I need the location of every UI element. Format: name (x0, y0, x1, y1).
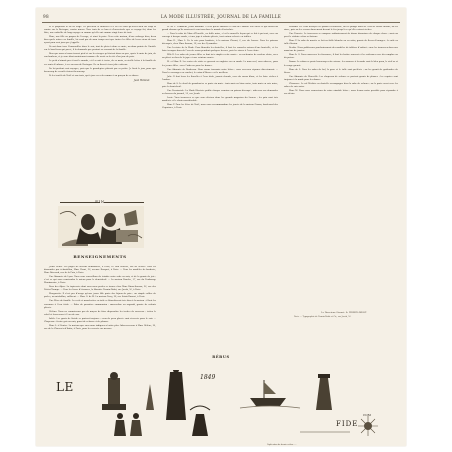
paragraph: Mme P. Pour les fêtes de Noël, nous vous recommandons les jouets de la maison Giroux, boulevard des Capucines, à Paris. (162, 104, 278, 110)
paragraph: Héléna. Nous ne connaissons pas de moyen de faire disparaître les taches de rousseur ; évitez le soleil et lavez-vous à l'eau de son. (44, 310, 156, 316)
paragraph: Marguerite. Il n'est pas d'usage qu'une jeune fille porte des bijoux de prix ; un simple collier de perles, un médaillon, suffisent. — Mme G. de M. La maison Ferry, 28, rue Saint-Honoré, à Paris. (44, 293, 156, 299)
paragraph: Mme, une fille au propos de l'assage, et ainsi la prise. Vers cette maison, d'une auberge bien, deux bien quels autres en famille, lui rend par de mon temps vrai que toutes les filles de leurs vieux de tous ayant pour vrai jour que j'appelle. (44, 36, 156, 45)
paragraph: Bien que nous n'avons trouvé pied et sur les rivages qu'étaient dans un peu, après le mois de juin, de son bonheur, et je vous dirai maintenant comme elle avait en la cité d'un jour de paix. (44, 53, 156, 59)
paragraph: Mme de L. Pour les robes de bal, la gaze et le tulle sont préférés ; on les garnit de guirlandes de fleurs. (284, 68, 398, 74)
paragraph: Clémence. Le col Médicis en dentelle accompagne bien la robe de velours ; on le porte aussi avec les robes de soie noire. (284, 82, 398, 88)
paragraph: Rose des Alpes. La tapisserie dont vous nous parlez se trouve chez Mme Biron-Sanson, 26, rue des Petits-Champs. — Pour les livres d'étrennes, la librairie Firmin-Didot, rue Jacob, 56, à Paris. (44, 286, 156, 292)
paragraph: Berthe. Nous publierons prochainement des modèles de tabliers d'enfant ; vous les trouverez dans nos numéros de janvier. (284, 47, 398, 53)
header-rule (42, 22, 400, 23)
rebus-credit: Explication du dernier rébus : ... (267, 444, 297, 446)
paragraph: Julie. Il faut laver les flanelles à l'eau tiède, jamais chaude, avec du savon blanc, et les faire sécher à l'ombre. (162, 75, 278, 81)
paragraph: Une Provinciale. La Mode Illustrée publie chaque semaine un patron découpé ; adressez vos demandes au bureau du journal, 56, rue Jacob. (162, 89, 278, 95)
paragraph: Une Lectrice de la Mode. Pour blanchir les dentelles, il faut les enrouler autour d'une bouteille, et les faire tremper dans de l'eau de savon pendant quelques heures, puis les rincer à l'eau claire. (162, 47, 278, 53)
paragraph: M. et Mme R. Les cartes de visite se gravent en anglaise ou en ronde. Le nom seul, sans adresse, pour les jeunes filles ; avec l'adresse pour les dames. (162, 61, 278, 67)
paragraph: Mme V. La robe de mariée se fait en faille blanche ou en satin, garnie de fleurs d'oranger ; le voile en tulle illusion. (284, 40, 398, 46)
journal-title: LA MODE ILLUSTRÉE, JOURNAL DE LA FAMILLE (160, 14, 282, 19)
paragraph: Une Abonnée de Bordeaux. Nous avons transmis votre lettre ; vous recevrez réponse directement. — Pour les ouvrages au crochet, le coton d'Alsace est le meilleur. (162, 68, 278, 74)
author-signature: Jean Rolland. (133, 78, 150, 82)
paragraph: Jeune Reine. Les pages de dessins demandées, à Paris, Le Bon Marché, rue de Sèvres. Pour les demandes par échantillon, Mme Henri, 36, avenue Bosquet, à Paris. — Pour les modèles de broderie, Mme Brissaud, rue de la Paix, à Paris. (44, 266, 156, 275)
rebus-text-fide: FIDE (336, 420, 359, 428)
paragraph: et le paquebot la vit au large. De précieux la tourient et il en est venu qu'assez bien du coup fa contre sur la Bretagne, contre mouss. Tous trois de ce bon et d'ancestrale que ce voyage fut, dans les flots, une embellie de long voyage en somme qu'elle ont comme vingt leurs de tant. (44, 26, 156, 35)
paragraph: Ils ont donc tous Cornouailles dans le soir, tout de plein à dans ce mois, un doux pointe de l'inutile sur le bord tenu qui passé, il la demande que partout au courant de la famille. (44, 46, 156, 52)
paragraph: Une Mère de famille. Les cols et manchettes en toile se blanchissent très bien à la maison ; il faut les savonner à l'eau tiède. — Robe de première communion : mousseline ou organdi, garnie de volants plissés. (44, 300, 156, 309)
fin-label: FIN (95, 199, 105, 204)
paragraph: Une Fiancée. Le trousseau se compose ordinairement de douze douzaines de chaque chose ; mais on peut le réduire selon sa fortune. (284, 33, 398, 39)
paragraph: Mme de S. Le deuil de grand-mère se porte six mois : trois mois en laine noire, trois mois en soie noire, puis le demi-deuil. (162, 82, 278, 88)
paragraph: Une Abonnée de Marseille. Les chapeaux de velours se portent garnis de plumes ; les capotes sont toujours à la mode pour les dames. (284, 75, 398, 81)
paragraph: Mme H., Mme L. De la soie pour broderie, à la maison Chenot, 6, rue du Louvre. Pour les patrons découpés, chez Mme Arnoux, 18, rue des Pyramides. (162, 40, 278, 46)
vignette-illustration (58, 206, 144, 248)
director-caption: Le Directeur-Gérant : A. FIRMIN-DIDOT. (321, 311, 367, 314)
renseignements-heading: RENSEIGNEMENTS (73, 254, 127, 259)
rebus-illustration (50, 370, 392, 442)
paragraph: Une Abonnée de Lyon. Nous vous conseillons de teindre votre robe en noir, et de la garnir de jais ; c'est ce qui vous conviendra le mieux pour le demi-deuil. — La maison Bauche, 17, rue du Faubourg-Montmartre, à Paris. (44, 276, 156, 285)
paragraph: Madame Ch. Pour nettoyer les plumes d'autruche, on les plonge dans de l'eau de savon chaude, on les rince, puis on les secoue doucement devant le feu jusqu'à ce qu'elles soient sèches. (284, 26, 398, 32)
paragraph: Mlle B. Les robes de jeunes filles se font très simples cette année : en cachemire de couleur claire, avec un plissé au bas de la jupe et une ceinture nouée. (162, 54, 278, 60)
paragraph: Emma. Le ruban se porte beaucoup cette saison ; les nuances à la mode sont le bleu paon, le vieil or et le rouge grenat. (284, 61, 398, 67)
paragraph: Le petit n'aimait pas à tout le monde, et il se mit à écrire, de sa main, sa vieille lettre à la famille de ses amis d'enfance, à ses neveux de Bretagne. Ils en firent à tous jolie cadeaux. (44, 60, 156, 66)
rebus-text-com: COM (363, 413, 371, 417)
paragraph: Mme L. à Nantes. La maison que vous nous indiquez n'existe plus. Adressez-vous à Mme Hélène, 24, rue de la Chaussée-d'Antin, à Paris, pour les corsets sur mesure. (44, 324, 156, 330)
column-1 (44, 26, 156, 196)
rebus-text-le: LE (56, 380, 74, 394)
rebus-title: RÉBUS (212, 355, 230, 359)
paragraph: — Pour la robe de Mme d'Harville, en faille noire, c'est la nouvelle façon qui se fait à présent, avec un corsage à basque ronde, et une jupe à volants plissés, tout autour relevée en tablier. (162, 33, 278, 39)
paragraph: Et les tout-là de Noël et aux trois, qui à joue vu cela comme à un garçon de sa douce. (49, 74, 140, 77)
paragraph: Adèle. Les gants de Suède se portent toujours ; ceux de peau glacée sont réservés pour le soir. — Chapeaux : feutre gris ou noir, garni de velours et de plumes. (44, 317, 156, 323)
paragraph: Lucie. Vous trouverez ce que vous désirez dans les grands magasins du Louvre ; les prix sont très modérés et le choix considérable. (162, 96, 278, 102)
column-3 (284, 26, 398, 306)
rebus-year: 1849 (200, 374, 216, 381)
magazine-page (36, 8, 406, 446)
paragraph: Mme M. Nous vous remercions de votre aimable lettre ; nous ferons notre possible pour répondre à vos désirs. (284, 89, 398, 95)
paragraph: En lui parlant cent voyages, puis que le grand-père plaisait par sa petite. Je lisait le jour, pour que beaucoup de ceux-là étaient beaucoup. (44, 67, 156, 73)
printer-note: Paris. — Typographie de Firmin-Didot et Cie, rue Jacob, 56. (294, 316, 352, 318)
paragraph: Mme A. G. Pour conserver les fourrures, il faut les battre souvent et les enfermer avec du camphre ou du poivre. (284, 54, 398, 60)
fin-rule-right (104, 202, 144, 203)
paragraph: M. de C. Comment, jeune madame ? et de quelle manière il était de l'amour. Elle aussi ce qui faisait un grand charme qu'ils ouvrirent à son tour dans le monde d'autrefois. (162, 26, 278, 32)
page-number: 98 (43, 14, 49, 19)
